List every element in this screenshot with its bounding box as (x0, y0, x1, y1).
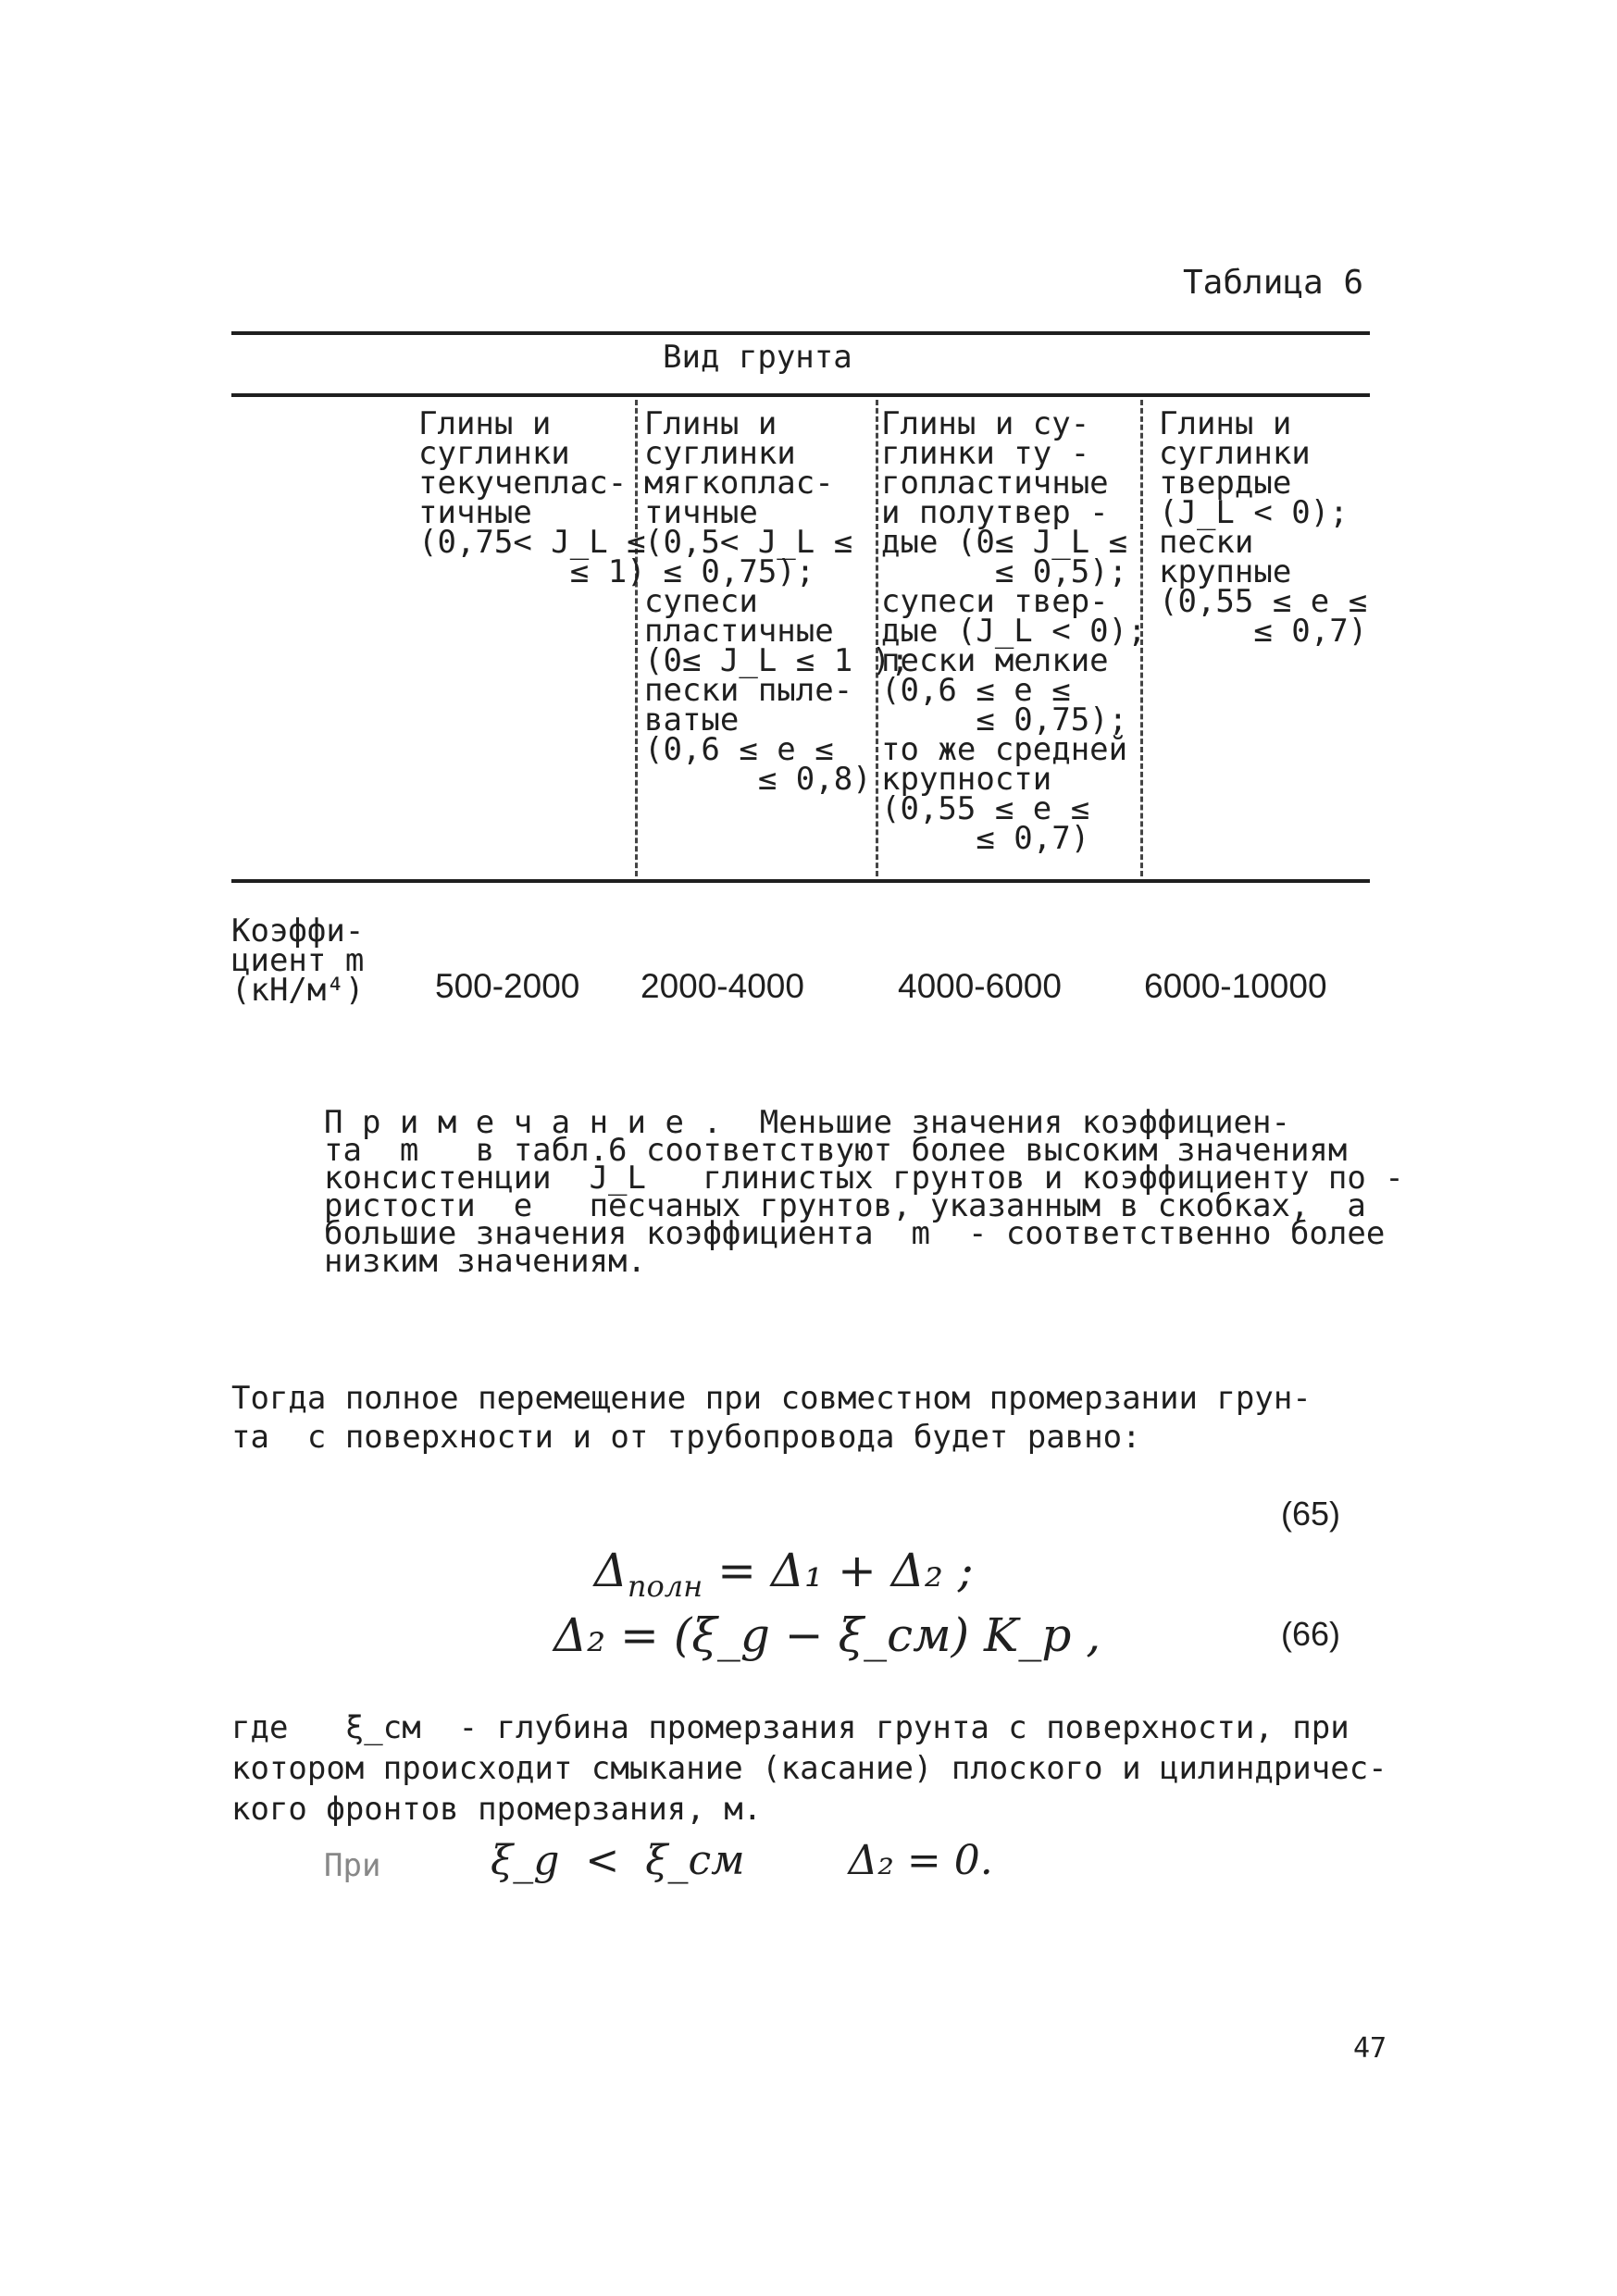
value-cell-1: 500-2000 (435, 967, 580, 1005)
table-header-rule (231, 393, 1370, 397)
formula-66: Δ₂ = (ξ_g − ξ_см) K_р , (554, 1608, 1101, 1662)
value-cell-2: 2000-4000 (641, 967, 804, 1005)
column-header-4: Глины и суглинки твердые (J_L < 0); пески крупные (0,55 ≤ e ≤ ≤ 0,7) (1159, 405, 1368, 650)
table-header-label: Вид грунта (663, 339, 852, 376)
column-header-3: Глины и су- глинки ту - гопластичные и полутвер - дые (0≤ J_L ≤ ≤ 0,5); супеси твер- дые (J_L < 0); пески мелкие (0,6 ≤ e ≤ ≤ 0,75); то же средней крупности (0,55 ≤ e ≤ ≤ 0,7) (881, 405, 1147, 857)
value-cell-3: 4000-6000 (898, 967, 1062, 1005)
table-note: П р и м е ч а н и е . Меньшие значения коэффициен- та m в табл.6 соответствуют более высоким значениям консистенции J_L глинистых грунтов и коэффициенту по - ристости e песчаных грунтов, указанным в скобках, а большие значения коэффициента m - соответственно более низким значениям. (324, 1104, 1404, 1280)
formula-65-lhs: Δ (593, 1544, 628, 1597)
table-label: Таблица 6 (1183, 264, 1364, 302)
row-label: Коэффи- циент m (кН/м⁴) (231, 912, 365, 1009)
formula-65-rhs: = Δ₁ + Δ₂ ; (717, 1544, 974, 1597)
table-top-rule (231, 331, 1370, 335)
column-header-1: Глины и суглинки текучеплас- тичные (0,75< J_L ≤ ≤ 1) (418, 405, 646, 590)
page-number: 47 (1353, 2032, 1387, 2065)
column-header-2: Глины и суглинки мягкоплас- тичные (0,5< J_L ≤ ≤ 0,75); супеси пластичные (0≤ J_L ≤ 1 ); пески пыле- ватые (0,6 ≤ e ≤ ≤ 0,8) (644, 405, 910, 798)
equation-number-66: (66) (1281, 1615, 1341, 1653)
table-body-rule (231, 879, 1370, 883)
condition-prefix: При (324, 1847, 381, 1884)
formula-65 (565, 1490, 974, 1604)
where-paragraph: где ξ_см - глубина промерзания грунта с поверхности, при котором происходит смыкание (касание) плоского и цилиндричес- кого фронтов промерзания, м. (231, 1709, 1387, 1828)
value-cell-4: 6000-10000 (1144, 967, 1327, 1005)
body-paragraph: Тогда полное перемещение при совместном промерзании грун- та с поверхности и от трубопровода будет равно: (231, 1380, 1312, 1456)
condition-formula: ξ_g < ξ_см Δ₂ = 0. (491, 1837, 993, 1884)
equation-number-65: (65) (1281, 1495, 1341, 1533)
formula-65-lhs-sub: полн (627, 1569, 703, 1604)
